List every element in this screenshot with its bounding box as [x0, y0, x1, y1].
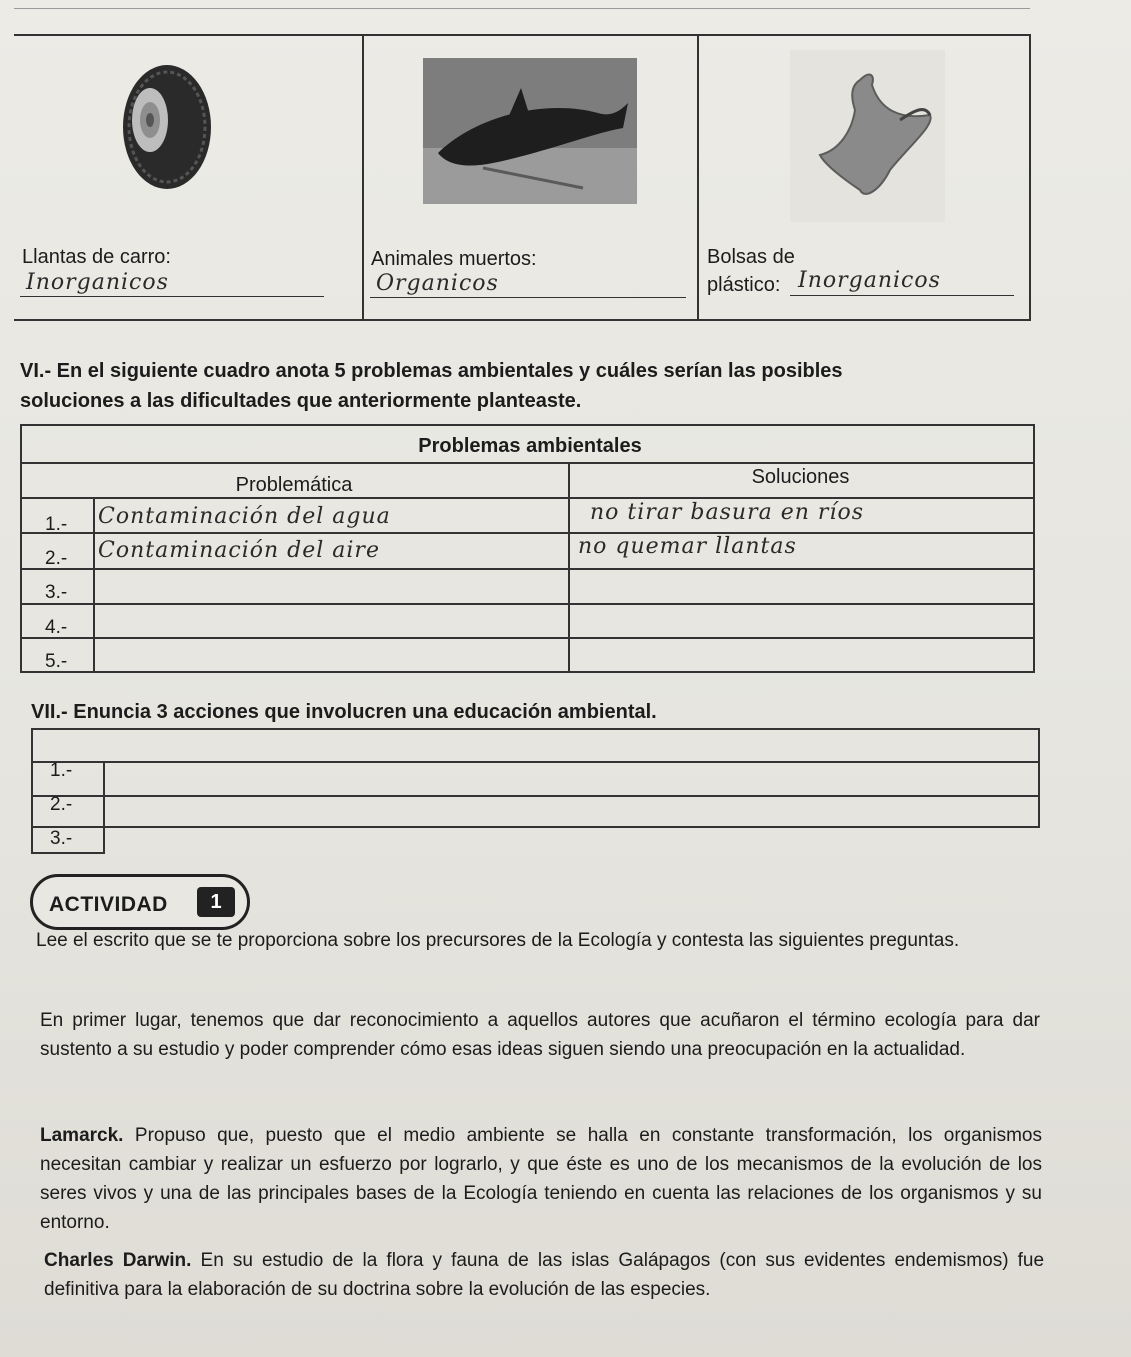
- section-vii-heading: VII.- Enuncia 3 acciones que involucren una educación ambiental.: [31, 701, 657, 723]
- darwin-paragraph: [44, 1246, 1044, 1304]
- problem-row-num: 4.-: [45, 617, 68, 638]
- activity-paragraph-1: En primer lugar, tenemos que dar reconocimiento a aquellos autores que acuñaron el término ecología para dar sustento a su estudio y poder comprender cómo esas ideas siguen siendo una preocupación en la actualidad.: [40, 1010, 1040, 1060]
- problem-row-solution: no tirar basura en ríos: [590, 500, 864, 525]
- action-row-num: 3.-: [50, 828, 73, 849]
- bags-label-line2: plástico:: [707, 274, 781, 296]
- problems-table-title: Problemas ambientales: [418, 435, 642, 457]
- lamarck-text: Propuso que, puesto que el medio ambiente se halla en constante transformación, los organismos necesitan cambiar y realizar un esfuerzo por lograrlo, y que éste es uno de los mecanismos de la evolución de los seres vivos y una de las principales bases de la Ecología teniendo en cuenta las relaciones de los organismos y su entorno.: [40, 1125, 1043, 1233]
- lamarck-name: Lamarck.: [40, 1125, 124, 1146]
- problem-row-num: 5.-: [45, 651, 68, 672]
- animals-label: Animales muertos:: [371, 248, 537, 270]
- tire-image: [120, 62, 215, 192]
- activity-badge: [30, 874, 250, 930]
- activity-intro: Lee el escrito que se te proporciona sobre los precursores de la Ecología y contesta las siguientes preguntas.: [36, 930, 960, 951]
- problem-row-problem: Contaminación del aire: [98, 538, 380, 563]
- plastic-bag-image: [790, 50, 945, 222]
- section-vi-heading: VI.- En el siguiente cuadro anota 5 problemas ambientales y cuáles serían las posibles soluciones a las dificultades que anteriormente planteaste.: [20, 360, 843, 412]
- tire-label: Llantas de carro:: [22, 246, 171, 268]
- bags-answer: Inorganicos: [798, 268, 941, 293]
- problem-row-num: 2.-: [45, 548, 68, 569]
- darwin-text: En su estudio de la flora y fauna de las islas Galápagos (con sus evidentes endemismos) fue definitiva para la elaboración de su doctrina sobre la evolución de las especies.: [44, 1250, 1045, 1300]
- tire-answer: Inorganicos: [26, 270, 169, 295]
- action-row-num: 2.-: [50, 794, 73, 815]
- bags-label-line1: Bolsas de: [707, 246, 795, 268]
- darwin-name: Charles Darwin.: [44, 1250, 192, 1271]
- problem-row-num: 3.-: [45, 582, 68, 603]
- activity-label: ACTIVIDAD: [49, 893, 168, 916]
- animals-answer: Organicos: [376, 271, 499, 296]
- lamarck-paragraph: [40, 1121, 1042, 1237]
- action-row-num: 1.-: [50, 760, 73, 781]
- problem-row-num: 1.-: [45, 514, 68, 535]
- col-solution-header: Soluciones: [751, 466, 850, 488]
- dead-dolphin-image: [423, 58, 637, 204]
- problem-row-solution: no quemar llantas: [578, 534, 797, 559]
- problem-row-problem: Contaminación del agua: [98, 504, 391, 529]
- activity-number: 1: [197, 887, 235, 917]
- col-problem-header: Problemática: [235, 474, 353, 496]
